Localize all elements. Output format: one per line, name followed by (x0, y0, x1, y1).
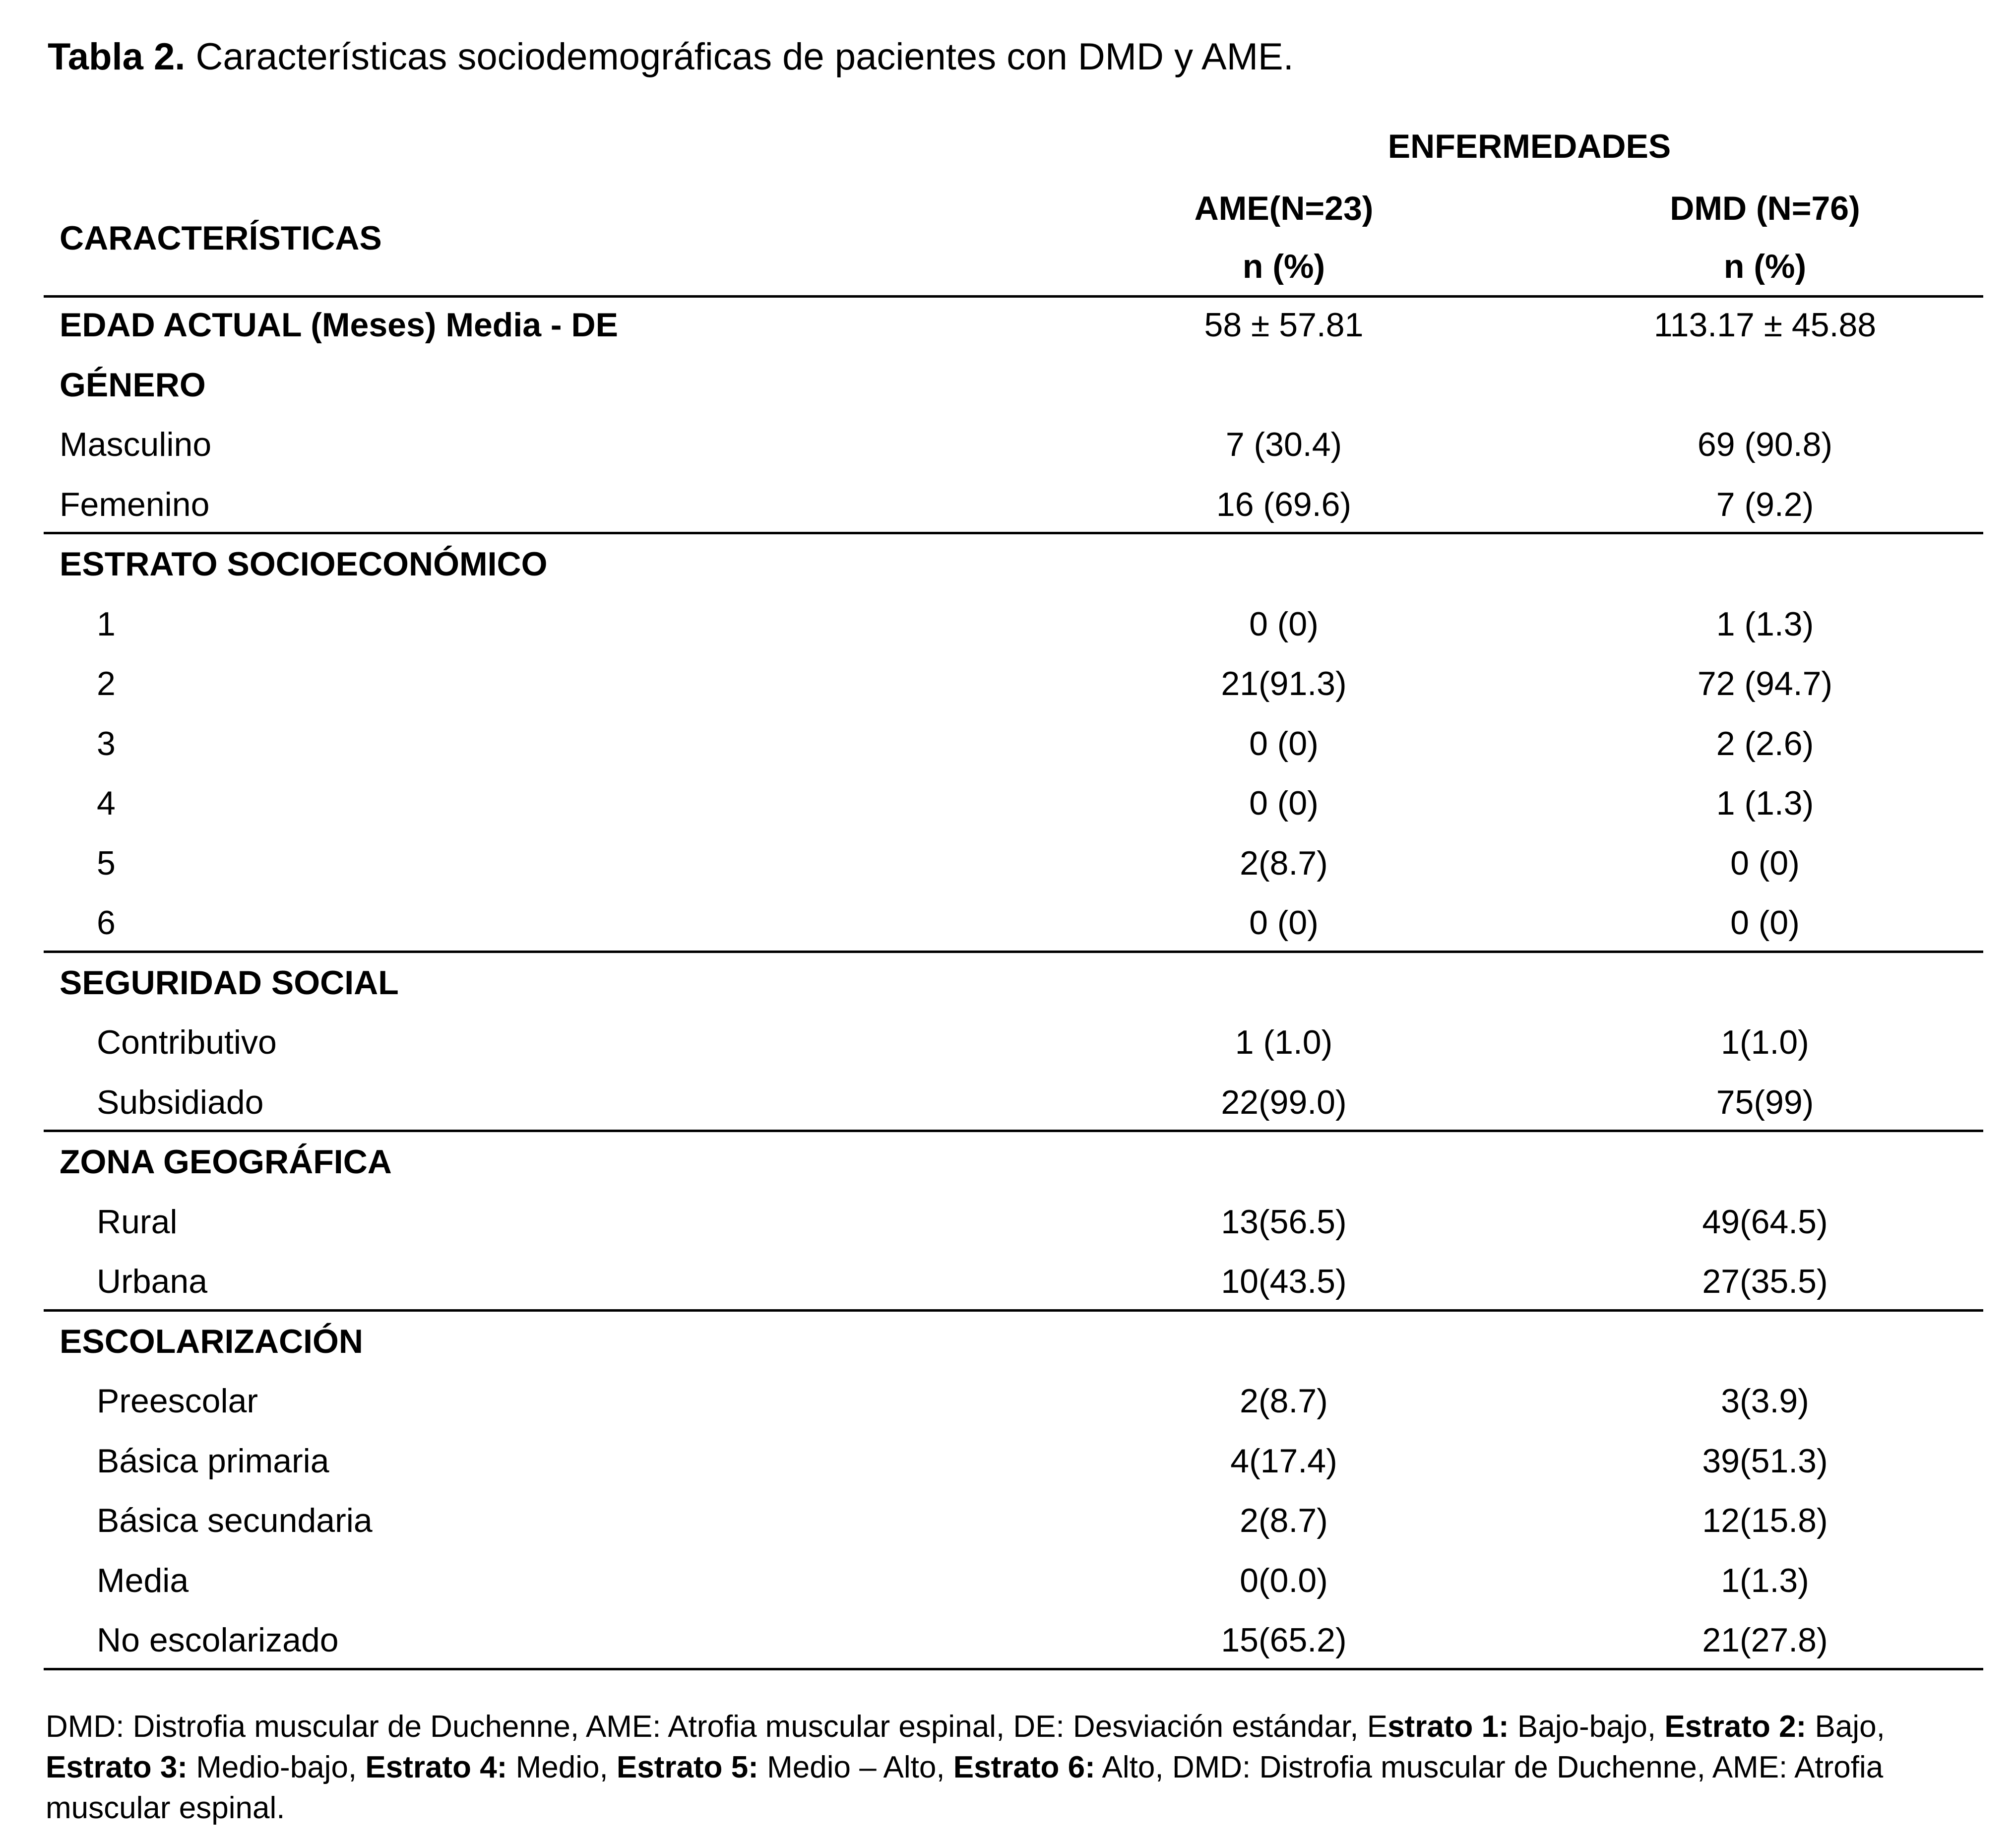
table-row (44, 953, 1983, 1013)
cell-ame: 0 (0) (1249, 605, 1319, 643)
table-row (44, 534, 1983, 594)
row-label: Urbana (97, 1263, 208, 1300)
row-label: Subsidiado (97, 1083, 264, 1121)
group-header: ENFERMEDADES (1387, 127, 1671, 165)
footnote-segment: Alto, DMD: Distrofia muscular de Duchenne, AME: Atrofia muscular espinal. (46, 1750, 1884, 1825)
cell-dmd: 39(51.3) (1702, 1442, 1828, 1480)
cell-dmd (1572, 953, 1958, 1013)
table-row (44, 594, 1983, 654)
caption-text: Características sociodemográficas de pacientes con DMD y AME. (185, 36, 1294, 78)
cell-dmd: 0 (0) (1730, 844, 1800, 882)
row-label: ESTRATO SOCIOECONÓMICO (60, 545, 548, 583)
cell-ame (1115, 953, 1452, 1013)
table-row (44, 475, 1983, 535)
row-label: 6 (97, 904, 116, 942)
cell-ame: 0 (0) (1249, 724, 1319, 763)
cell-dmd: 2 (2.6) (1716, 724, 1814, 763)
table-row (44, 415, 1983, 475)
col-dmd-title: DMD (N=76) (1670, 190, 1860, 227)
cell-dmd: 1 (1.3) (1716, 784, 1814, 822)
table-row (44, 1192, 1983, 1252)
table-row (44, 1073, 1983, 1133)
cell-dmd (1572, 534, 1958, 594)
cell-dmd (1572, 1312, 1958, 1371)
table-row (44, 295, 1983, 355)
cell-dmd: 1 (1.3) (1716, 605, 1814, 643)
cell-ame: 2(8.7) (1240, 844, 1328, 882)
col-dmd-unit: n (%) (1723, 248, 1807, 285)
caption-label: Tabla 2. (48, 36, 186, 78)
cell-dmd: 69 (90.8) (1697, 426, 1833, 463)
col-ame-unit: n (%) (1242, 248, 1325, 285)
row-label: 4 (97, 784, 116, 822)
cell-ame: 10(43.5) (1221, 1263, 1347, 1300)
row-label: Media (97, 1561, 189, 1599)
table-row (44, 654, 1983, 714)
cell-ame (1115, 1312, 1452, 1371)
footnote-segment: Bajo, (1806, 1710, 1885, 1744)
row-label: Preescolar (97, 1382, 258, 1420)
table-row (44, 773, 1983, 833)
footnote-segment: Medio – Alto, (758, 1750, 953, 1784)
row-label: Masculino (60, 426, 212, 463)
cell-ame (1115, 1132, 1452, 1192)
footnote-segment: Medio, (507, 1750, 617, 1784)
table-footnote (46, 1707, 1970, 1829)
table-row (44, 355, 1983, 415)
row-label: 2 (97, 665, 116, 702)
cell-dmd: 1(1.3) (1721, 1561, 1809, 1599)
cell-dmd: 12(15.8) (1702, 1502, 1828, 1539)
cell-dmd: 113.17 ± 45.88 (1653, 306, 1877, 344)
table-row (44, 1491, 1983, 1551)
cell-dmd: 21(27.8) (1702, 1621, 1828, 1659)
table-body (44, 295, 1983, 1670)
cell-dmd: 1(1.0) (1721, 1023, 1809, 1061)
cell-dmd: 75(99) (1716, 1083, 1814, 1121)
table-row (44, 1610, 1983, 1670)
row-label: Rural (97, 1203, 178, 1241)
row-label: SEGURIDAD SOCIAL (60, 963, 399, 1002)
col-ame-title: AME(N=23) (1194, 190, 1374, 227)
row-label: 3 (97, 724, 116, 763)
cell-dmd: 3(3.9) (1721, 1382, 1809, 1420)
cell-ame: 22(99.0) (1221, 1083, 1347, 1121)
cell-dmd: 72 (94.7) (1697, 665, 1833, 702)
table-row (44, 1312, 1983, 1372)
cell-ame (1115, 355, 1452, 415)
cell-ame: 0 (0) (1249, 784, 1319, 822)
cell-ame: 15(65.2) (1221, 1621, 1347, 1659)
cell-dmd (1572, 1132, 1958, 1192)
cell-ame: 4(17.4) (1230, 1442, 1337, 1480)
cell-ame: 16 (69.6) (1216, 485, 1352, 523)
row-label: No escolarizado (97, 1621, 339, 1659)
table-row (44, 714, 1983, 774)
row-label: ZONA GEOGRÁFICA (60, 1143, 392, 1181)
footnote-segment: Estrato 4: (365, 1750, 507, 1784)
table-caption (48, 30, 1294, 84)
row-label: ESCOLARIZACIÓN (60, 1322, 363, 1360)
cell-ame: 58 ± 57.81 (1204, 306, 1364, 344)
table-row (44, 1431, 1983, 1491)
cell-ame: 1 (1.0) (1235, 1023, 1333, 1061)
cell-ame: 0(0.0) (1240, 1561, 1328, 1599)
cell-ame: 2(8.7) (1240, 1502, 1328, 1539)
cell-ame: 2(8.7) (1240, 1382, 1328, 1420)
table-row (44, 1132, 1983, 1192)
footnote-segment: Medio-bajo, (187, 1750, 366, 1784)
cell-dmd: 27(35.5) (1702, 1263, 1828, 1300)
row-label: EDAD ACTUAL (Meses) Media - DE (60, 306, 618, 344)
footnote-segment: strato 1: (1387, 1710, 1509, 1744)
footnote-segment: DMD: Distrofia muscular de Duchenne, AME: Atrofia muscular espinal, DE: Desviación estándar, E (46, 1710, 1388, 1744)
footnote-segment: Estrato 6: (953, 1750, 1095, 1784)
table-row (44, 1371, 1983, 1431)
cell-ame: 13(56.5) (1221, 1203, 1347, 1241)
cell-dmd (1572, 355, 1958, 415)
cell-ame: 21(91.3) (1221, 665, 1347, 702)
footnote-segment: Estrato 3: (46, 1750, 188, 1784)
footnote-segment: Bajo-bajo, (1509, 1710, 1665, 1744)
row-label: Femenino (60, 485, 210, 523)
cell-dmd: 7 (9.2) (1716, 485, 1814, 523)
row-label: Básica secundaria (97, 1502, 373, 1539)
cell-ame: 7 (30.4) (1225, 426, 1342, 463)
row-label: 1 (97, 605, 116, 643)
row-label: Básica primaria (97, 1442, 329, 1480)
table-row (44, 1551, 1983, 1611)
cell-ame: 0 (0) (1249, 904, 1319, 942)
table-row (44, 893, 1983, 953)
table-row (44, 833, 1983, 893)
footnote-segment: Estrato 2: (1664, 1710, 1807, 1744)
characteristics-header: CARACTERÍSTICAS (60, 219, 382, 257)
table-row (44, 1252, 1983, 1312)
table-row (44, 1013, 1983, 1073)
footnote-segment: Estrato 5: (616, 1750, 758, 1784)
row-label: GÉNERO (60, 366, 206, 404)
cell-dmd: 0 (0) (1730, 904, 1800, 942)
row-label: Contributivo (97, 1023, 277, 1061)
row-label: 5 (97, 844, 116, 882)
cell-dmd: 49(64.5) (1702, 1203, 1828, 1241)
cell-ame (1115, 534, 1452, 594)
